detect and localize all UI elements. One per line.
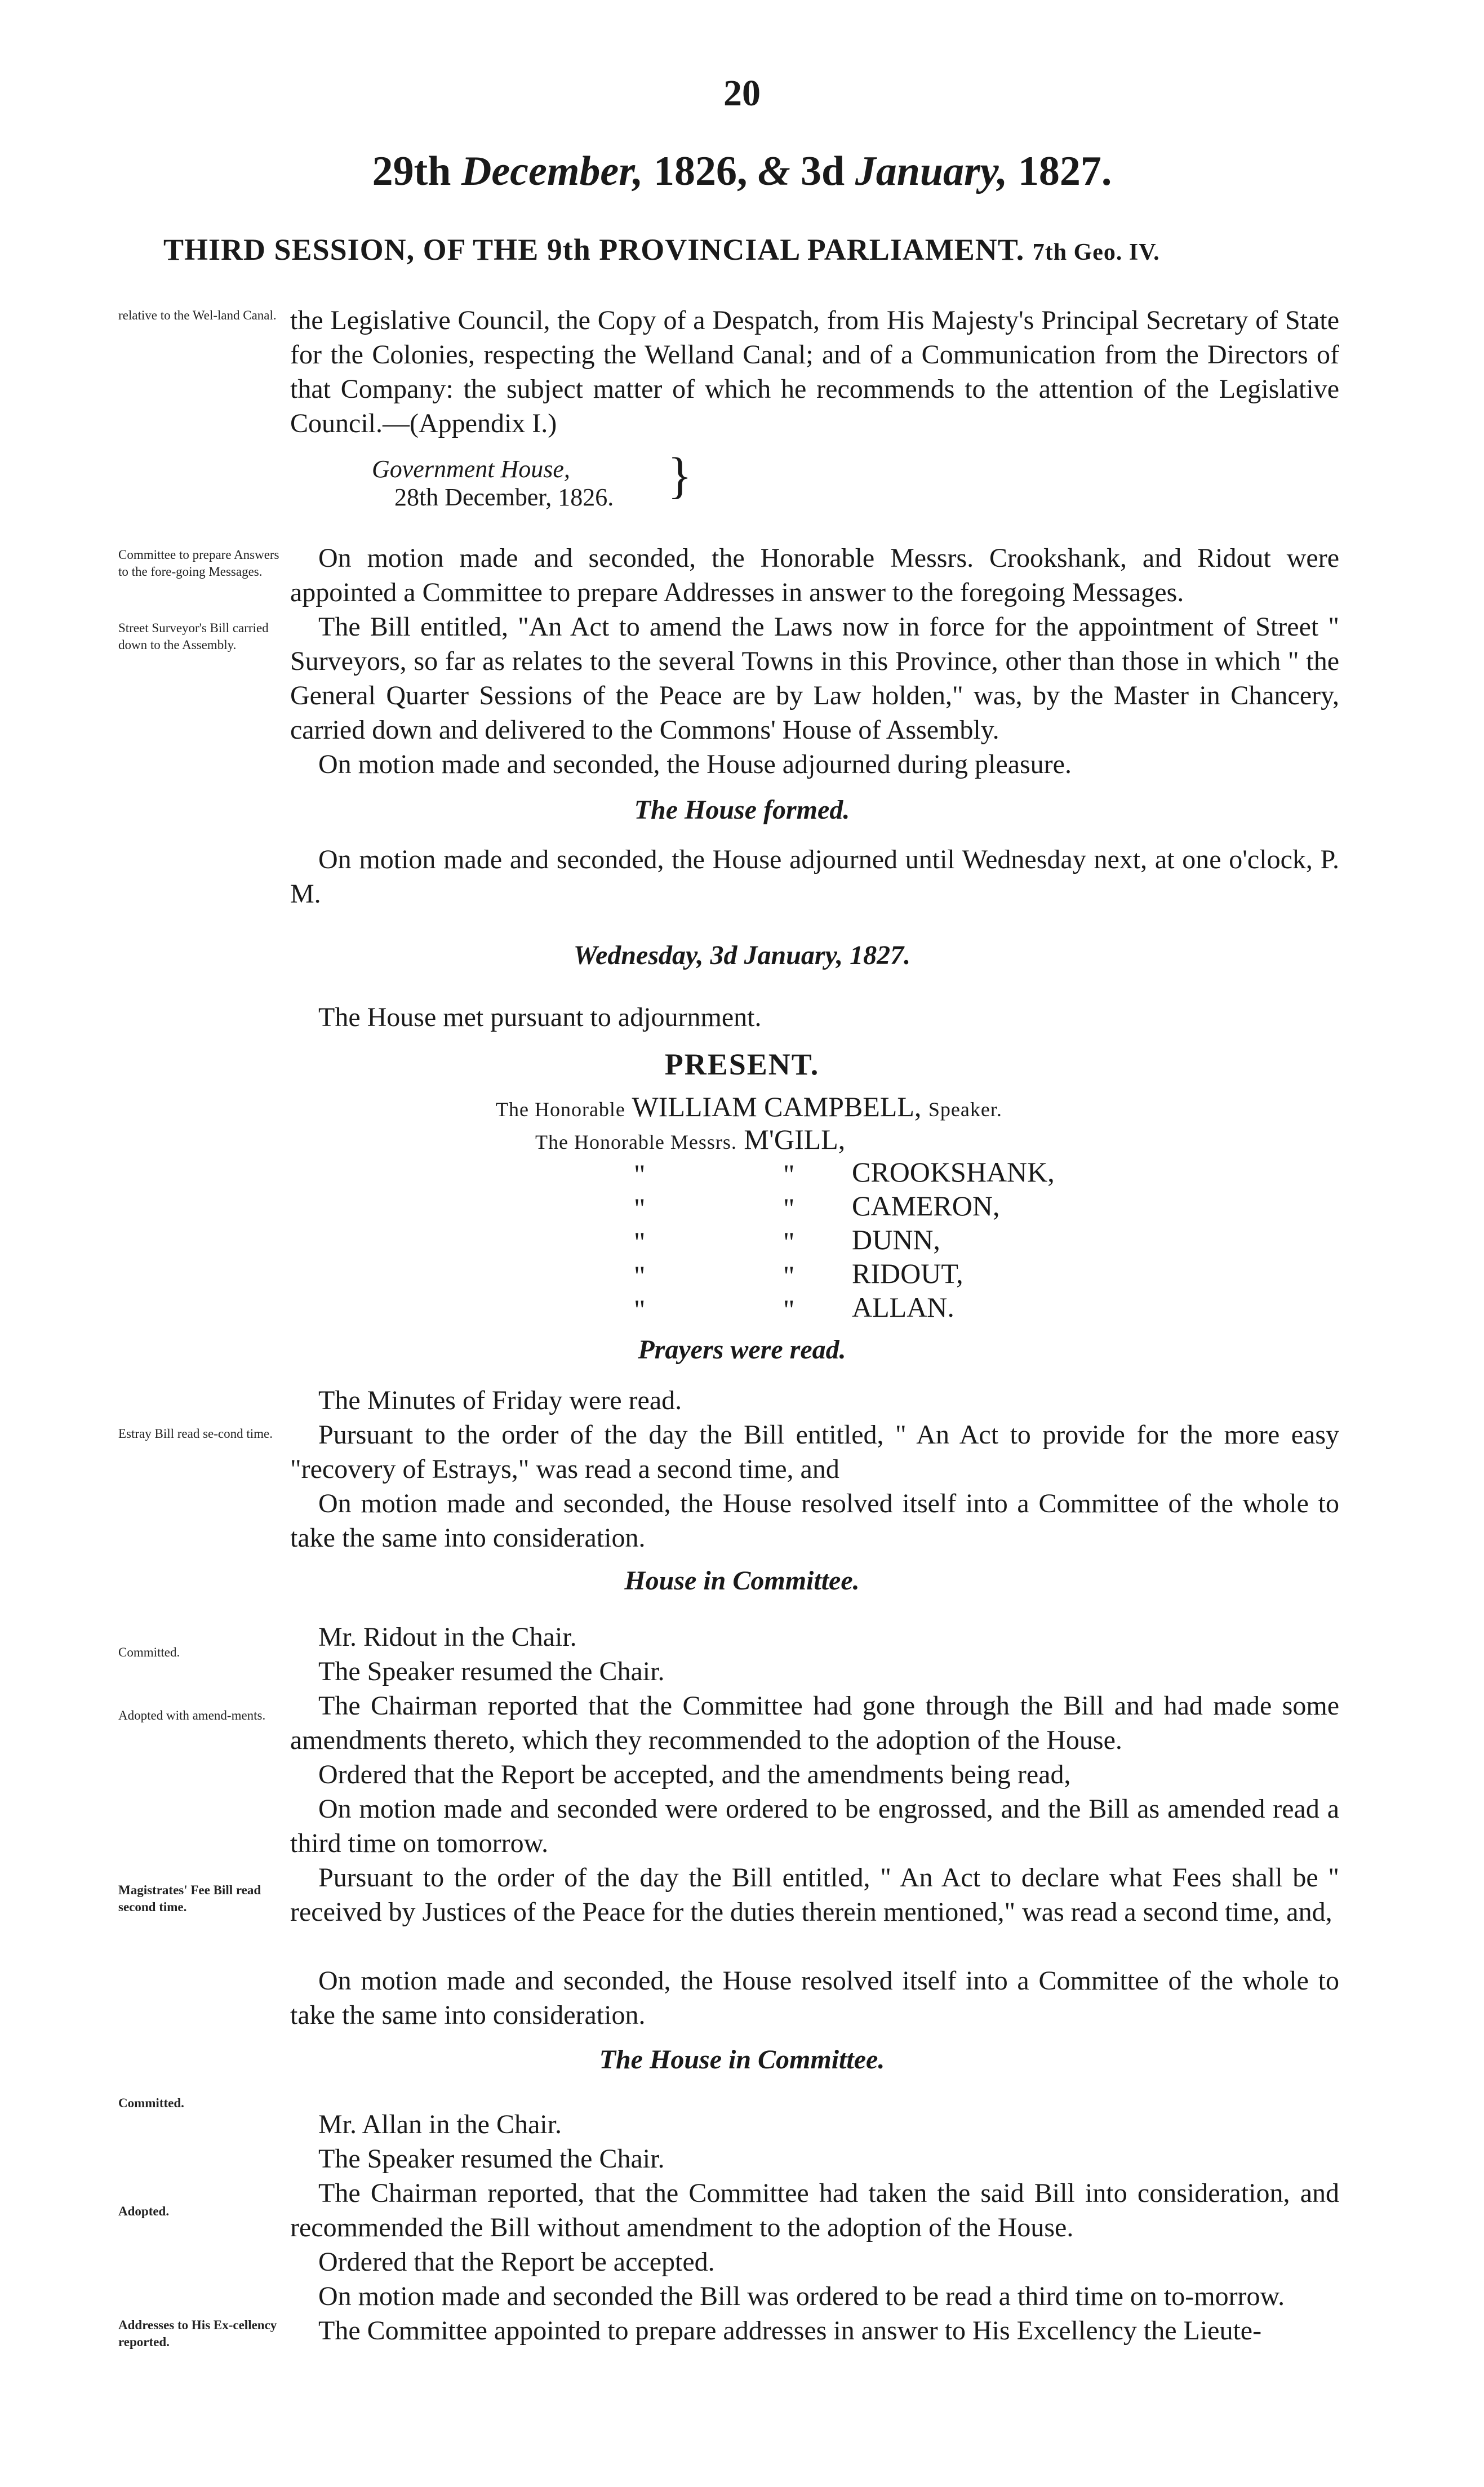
margin-note: Adopted with amend-ments. bbox=[118, 1708, 266, 1722]
signature-brace: } bbox=[668, 448, 692, 504]
margin-note: relative to the Wel-land Canal. bbox=[118, 308, 277, 322]
margin-note: Addresses to His Ex-cellency reported. bbox=[118, 2318, 277, 2349]
member-name: M'GILL, bbox=[744, 1123, 846, 1155]
margin-note: Estray Bill read se-cond time. bbox=[118, 1427, 273, 1441]
ditto-mark: " bbox=[634, 1226, 646, 1258]
paragraph: Pursuant to the order of the day the Bill entitled, " An Act to provide for the more easy "recovery of Estrays," was read a second time, and bbox=[290, 1420, 1339, 1484]
paragraph: On motion made and seconded, the House resolved itself into a Committee of the whole to take the same into consideration. bbox=[290, 1966, 1339, 2030]
member-name: RIDOUT, bbox=[852, 1258, 963, 1289]
paragraph: On motion made and seconded, the Honorable Messrs. Crookshank, and Ridout were appointed a Committee to prepare Addresses in answer to the foregoing Messages. bbox=[290, 543, 1339, 607]
margin-note: Committee to prepare Answers to the fore-going Messages. bbox=[118, 548, 279, 579]
section-heading: House in Committee. bbox=[624, 1566, 860, 1596]
paragraph: Ordered that the Report be accepted, and the amendments being read, bbox=[318, 1760, 1071, 1789]
date-part: 1826, bbox=[643, 148, 758, 194]
ditto-mark: " bbox=[634, 1294, 646, 1325]
office: Speaker. bbox=[928, 1098, 1002, 1121]
ditto-mark: " bbox=[783, 1192, 795, 1224]
margin-note: Committed. bbox=[118, 2096, 184, 2110]
member-name: CAMERON, bbox=[852, 1190, 1000, 1222]
member-name: ALLAN. bbox=[852, 1291, 954, 1323]
margin-note: Street Surveyor's Bill carried down to the Assembly. bbox=[118, 621, 269, 652]
session-title: THIRD SESSION, OF THE 9th PROVINCIAL PARLIAMENT. bbox=[163, 233, 1033, 267]
session-regnal-year: 7th Geo. IV. bbox=[1032, 239, 1160, 265]
paragraph: The Speaker resumed the Chair. bbox=[318, 1656, 665, 1686]
paragraph: On motion made and seconded were ordered to be engrossed, and the Bill as amended read a third time on tomorrow. bbox=[290, 1794, 1339, 1858]
present-title: PRESENT. bbox=[664, 1047, 820, 1081]
margin-note: Magistrates' Fee Bill read second time. bbox=[118, 1883, 261, 1914]
signature-date: 28th December, 1826. bbox=[394, 483, 614, 511]
ditto-mark: " bbox=[634, 1260, 646, 1291]
paragraph: On motion made and seconded, the House resolved itself into a Committee of the whole to take the same into consideration. bbox=[290, 1489, 1339, 1553]
ditto-mark: " bbox=[783, 1226, 795, 1258]
margin-note: Committed. bbox=[118, 1645, 180, 1659]
signature-place: Government House, bbox=[372, 455, 570, 483]
paragraph: Pursuant to the order of the day the Bill entitled, " An Act to declare what Fees shall be " received by Justices of the Peace for the duties therein mentioned," was read a second time, and, bbox=[290, 1863, 1339, 1927]
paragraph: On motion made and seconded the Bill was ordered to be read a third time on to-morrow. bbox=[318, 2281, 1285, 2311]
date-header bbox=[0, 148, 1484, 196]
ditto-mark: " bbox=[783, 1158, 795, 1190]
paragraph: The House met pursuant to adjournment. bbox=[318, 1002, 762, 1032]
paragraph: Mr. Allan in the Chair. bbox=[318, 2109, 562, 2139]
section-heading: The House in Committee. bbox=[599, 2045, 885, 2075]
paragraph: The Minutes of Friday were read. bbox=[318, 1385, 682, 1415]
session-header bbox=[163, 232, 1160, 267]
section-heading: Wednesday, 3d January, 1827. bbox=[573, 940, 911, 970]
date-part: 29th bbox=[372, 148, 461, 194]
ditto-mark: " bbox=[634, 1192, 646, 1224]
member-name: CROOKSHANK, bbox=[852, 1156, 1055, 1188]
member-name: DUNN, bbox=[852, 1224, 940, 1255]
date-part: 3d bbox=[790, 148, 855, 194]
ditto-mark: " bbox=[634, 1158, 646, 1190]
paragraph: The Bill entitled, "An Act to amend the Laws now in force for the appointment of Street " Surveyors, so far as relates to the several Towns in this Province, other than those in which " the General Quarter Sessions of the Peace are by Law holden," was, by the Master in Chancery, carried down and delivered to the Commons' House of Assembly. bbox=[290, 612, 1339, 745]
paragraph: The Speaker resumed the Chair. bbox=[318, 2144, 665, 2174]
section-heading: Prayers were read. bbox=[638, 1335, 846, 1365]
paragraph: The Chairman reported that the Committee had gone through the Bill and had made some amendments thereto, which they recommended to the adoption of the House. bbox=[290, 1691, 1339, 1755]
section-heading: The House formed. bbox=[634, 795, 850, 825]
date-part: & bbox=[757, 148, 790, 194]
present-row bbox=[496, 1090, 1002, 1123]
page-number: 20 bbox=[723, 73, 761, 114]
paragraph: On motion made and seconded, the House adjourned until Wednesday next, at one o'clock, P. M. bbox=[290, 845, 1339, 909]
member-name: WILLIAM CAMPBELL, bbox=[632, 1091, 922, 1122]
date-part: December, bbox=[461, 148, 643, 194]
paragraph: Mr. Ridout in the Chair. bbox=[318, 1622, 577, 1652]
paragraph: Ordered that the Report be accepted. bbox=[318, 2247, 715, 2277]
present-row bbox=[535, 1123, 845, 1156]
margin-note: Adopted. bbox=[118, 2204, 170, 2218]
honorific: The Honorable Messrs. bbox=[535, 1131, 737, 1153]
honorific: The Honorable bbox=[496, 1098, 625, 1121]
date-part: January, bbox=[855, 148, 1008, 194]
paragraph: The Chairman reported, that the Committee had taken the said Bill into consideration, and recommended the Bill without amendment to the adoption of the House. bbox=[290, 2178, 1339, 2242]
ditto-mark: " bbox=[783, 1294, 795, 1325]
paragraph: the Legislative Council, the Copy of a Despatch, from His Majesty's Principal Secretary of State for the Colonies, respecting the Welland Canal; and of a Communication from the Directors of that Company: the subject matter of which he recommends to the attention of the Legislative Council.—(Appendix I.) bbox=[290, 305, 1339, 438]
date-part: 1827. bbox=[1007, 148, 1112, 194]
ditto-mark: " bbox=[783, 1260, 795, 1291]
paragraph: On motion made and seconded, the House adjourned during pleasure. bbox=[318, 749, 1072, 779]
paragraph: The Committee appointed to prepare addresses in answer to His Excellency the Lieute- bbox=[318, 2316, 1262, 2346]
